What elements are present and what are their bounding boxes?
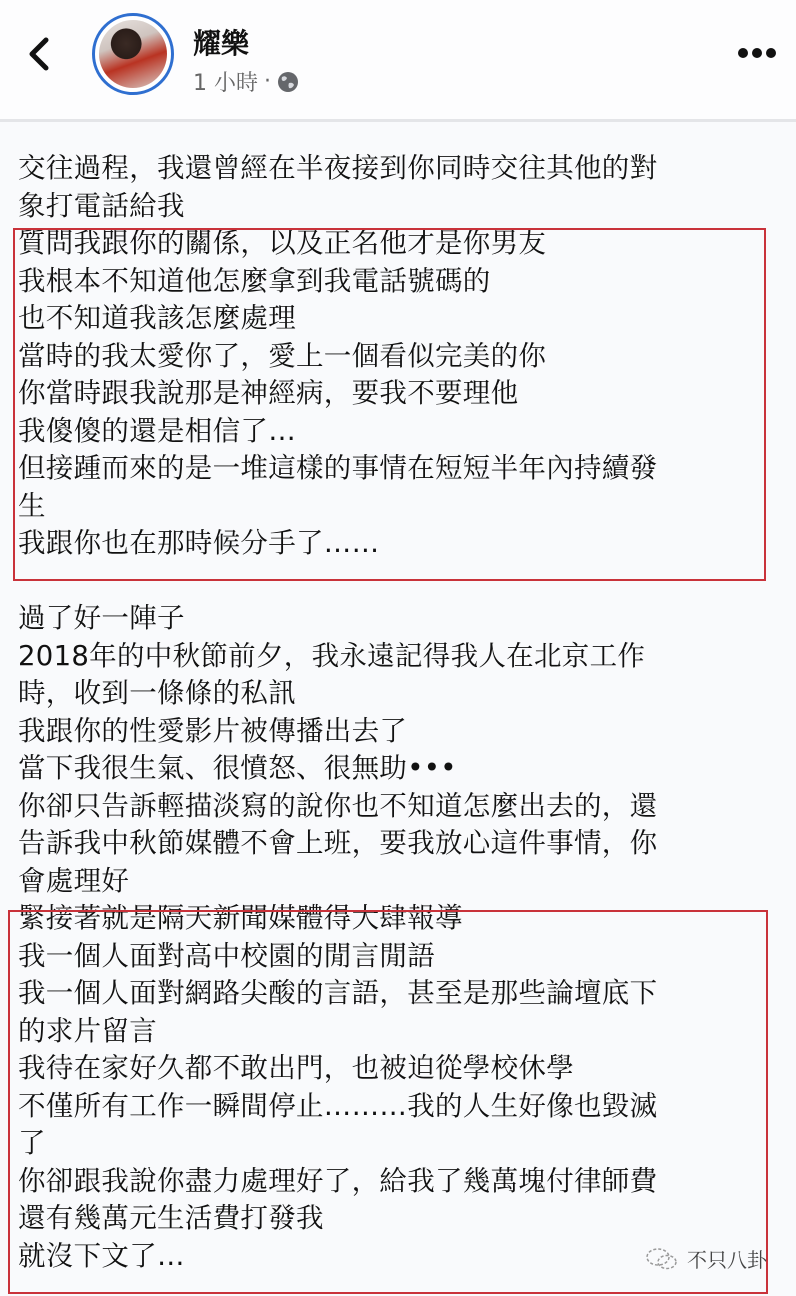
- post-line: 緊接著就是隔天新聞媒體得大肆報導: [18, 902, 463, 934]
- more-options-button[interactable]: [738, 46, 778, 60]
- post-body: [18, 150, 778, 1275]
- watermark: [645, 1244, 767, 1273]
- post-line: 我傻傻的還是相信了…: [18, 414, 296, 447]
- post-line: 但接踵而來的是一堆這樣的事情在短短半年內持續發: [18, 452, 658, 484]
- post-line: 當時的我太愛你了，愛上一個看似完美的你: [18, 339, 547, 372]
- more-horizontal-icon: [738, 48, 748, 58]
- wechat-icon: [645, 1246, 679, 1272]
- post-line: 了: [18, 1127, 46, 1159]
- post-line: 2018年的中秋節前夕，我永遠記得我人在北京工作: [18, 639, 646, 672]
- post-meta: [193, 66, 299, 97]
- post-line: 你當時跟我說那是神經病，要我不要理他: [18, 377, 519, 409]
- post-line: 象打電話給我: [18, 189, 185, 222]
- post-line: 我跟你也在那時候分手了……: [18, 527, 380, 559]
- post-header: [0, 0, 796, 122]
- post-line: 時，收到一條條的私訊: [18, 677, 296, 709]
- post-line: 會處理好: [18, 864, 130, 897]
- post-line: 當下我很生氣、很憤怒、很無助•••: [18, 752, 457, 784]
- post-line: 我一個人面對網路尖酸的言語，甚至是那些論壇底下: [18, 977, 658, 1009]
- chevron-left-icon: [22, 34, 58, 74]
- post-line: 生: [18, 489, 46, 522]
- post-line: 交往過程，我還曾經在半夜接到你同時交往其他的對: [18, 152, 658, 184]
- post-line: 不僅所有工作一瞬間停止………我的人生好像也毀滅: [18, 1089, 658, 1122]
- post-line: 你卻只告訴輕描淡寫的說你也不知道怎麼出去的，還: [18, 789, 658, 822]
- post-line: 就沒下文了…: [18, 1239, 185, 1272]
- post-line: 我一個人面對高中校園的閒言閒語: [18, 939, 435, 972]
- globe-icon: [277, 71, 299, 93]
- post-line: 我待在家好久都不敢出門，也被迫從學校休學: [18, 1052, 574, 1084]
- post-line: 的求片留言: [18, 1014, 157, 1047]
- post-line: 還有幾萬元生活費打發我: [18, 1202, 324, 1234]
- paragraph-break: [18, 563, 778, 601]
- more-dot: [766, 48, 776, 58]
- post-line: 你卻跟我說你盡力處理好了，給我了幾萬塊付律師費: [18, 1164, 658, 1197]
- post-line: 告訴我中秋節媒體不會上班，要我放心這件事情，你: [18, 827, 658, 859]
- post-line: 也不知道我該怎麼處理: [18, 302, 296, 334]
- avatar[interactable]: [92, 13, 174, 95]
- more-dot: [752, 48, 762, 58]
- post-line: 我根本不知道他怎麼拿到我電話號碼的: [18, 264, 491, 297]
- back-button[interactable]: [22, 34, 58, 74]
- post-line: 過了好一陣子: [18, 602, 185, 634]
- post-line: 我跟你的性愛影片被傳播出去了: [18, 714, 408, 747]
- avatar-image: [99, 20, 167, 88]
- watermark-text: 不只八卦: [687, 1248, 767, 1272]
- meta-separator: ·: [264, 69, 271, 94]
- post-line: 質問我跟你的關係，以及正名他才是你男友: [18, 227, 547, 259]
- post-timestamp[interactable]: 1 小時: [193, 71, 258, 96]
- author-name[interactable]: 耀樂: [193, 27, 250, 60]
